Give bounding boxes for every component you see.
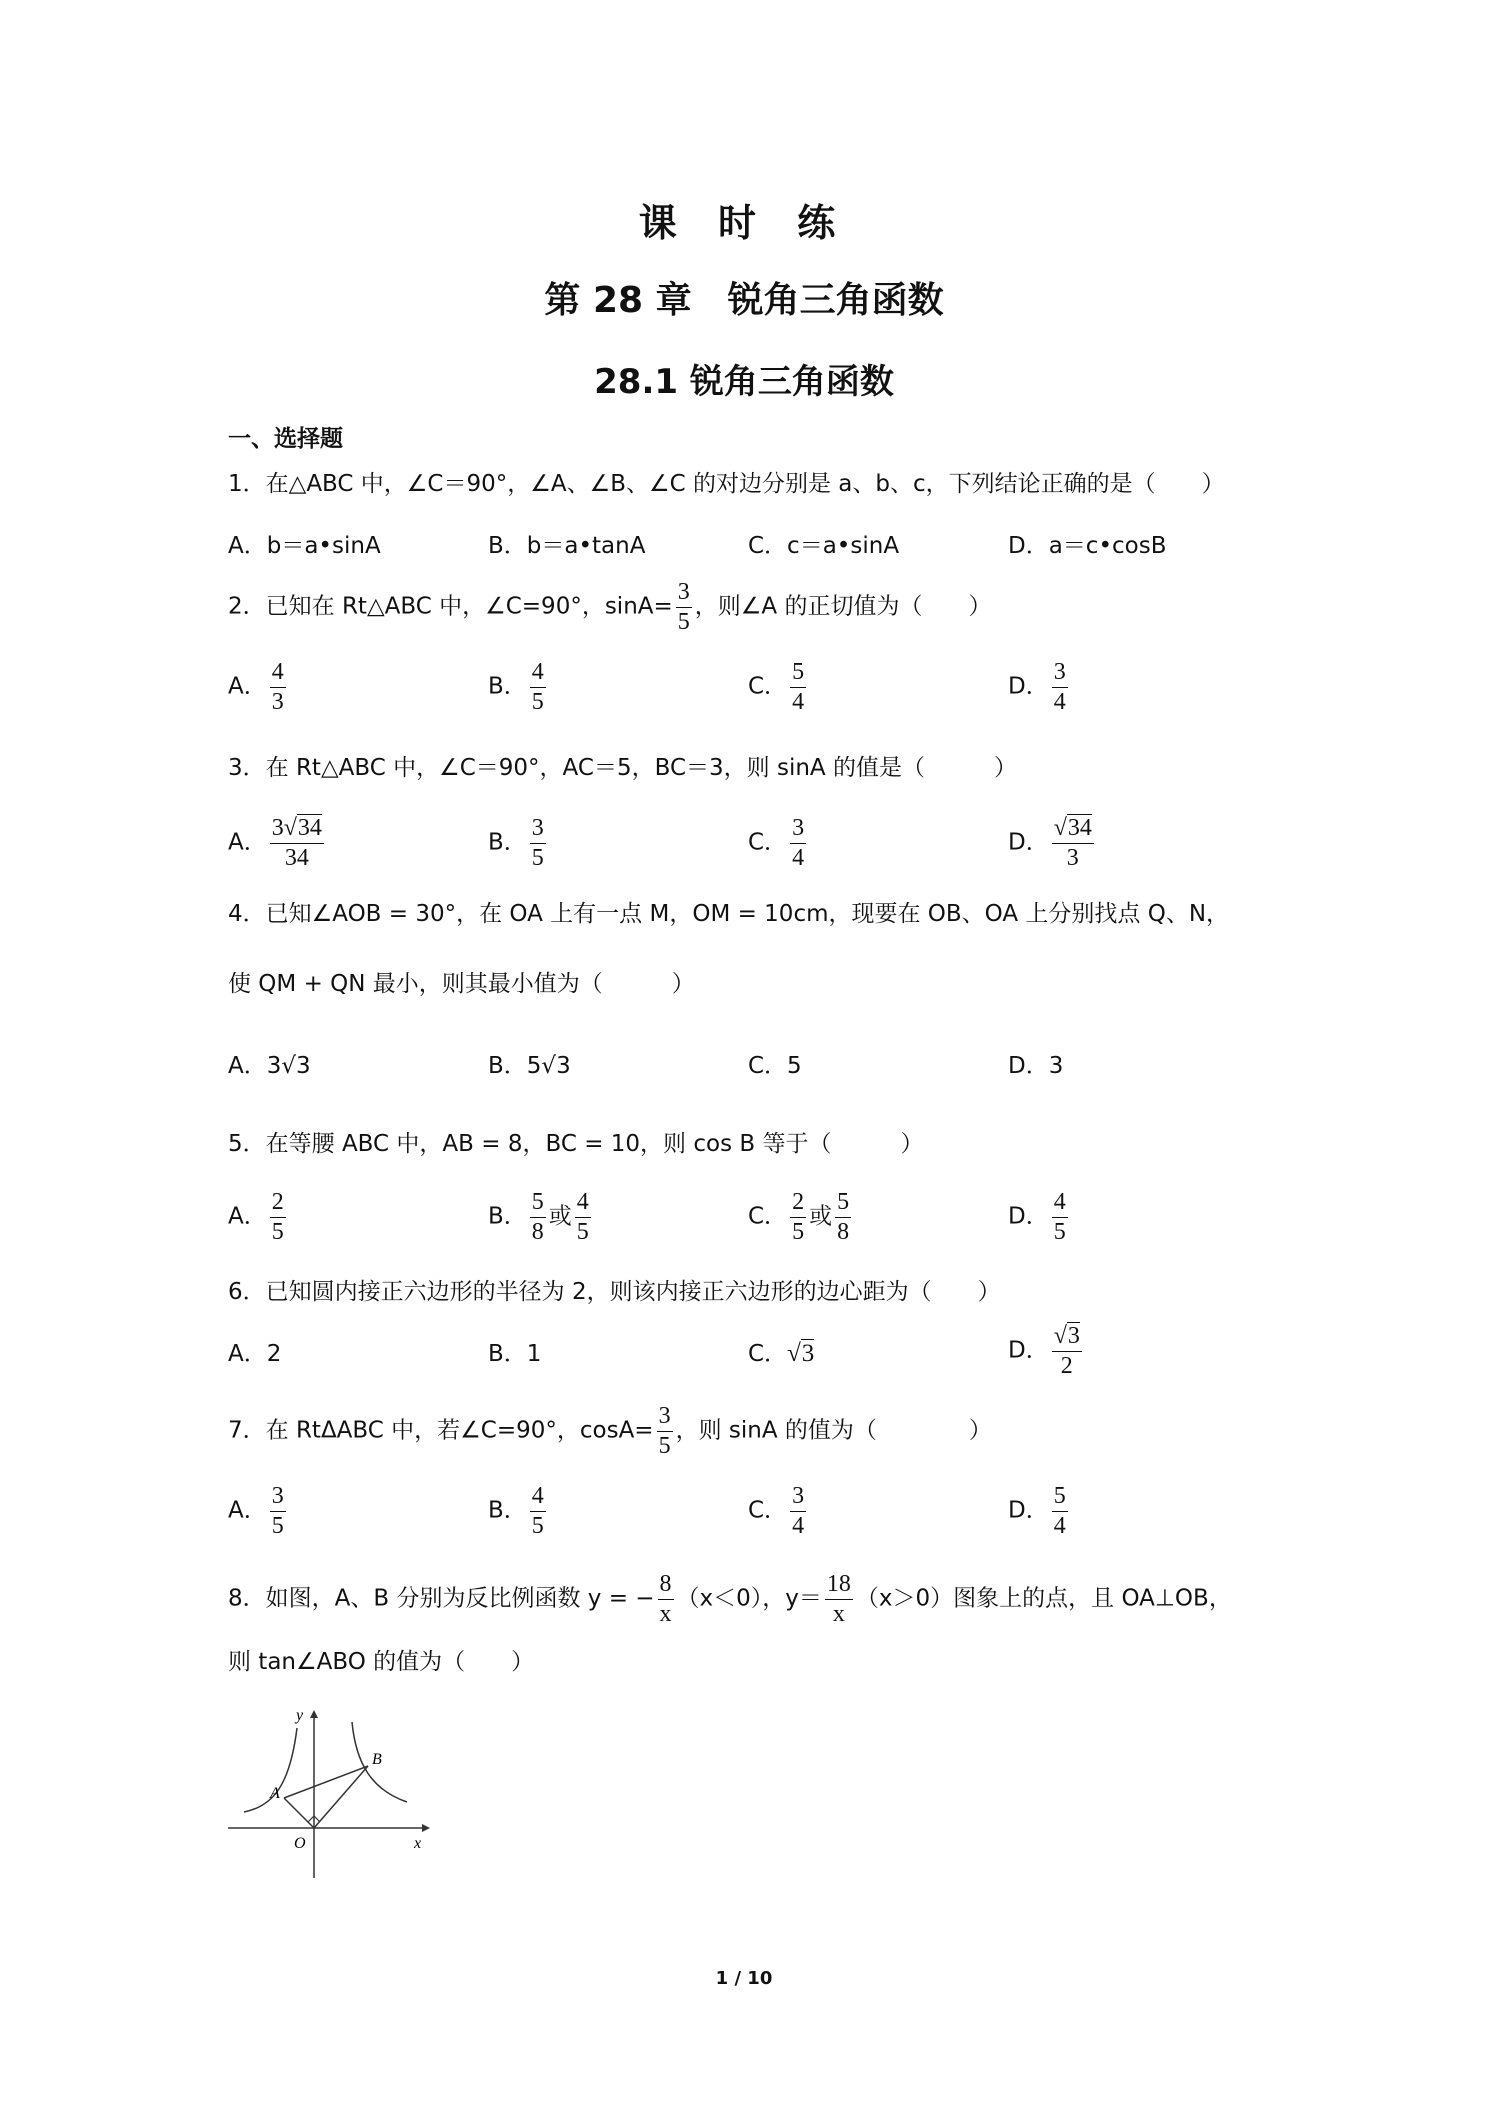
denominator: 3 (1066, 845, 1079, 871)
or-word: 或 (809, 1203, 833, 1230)
denominator: 8 (837, 1219, 850, 1245)
option-fraction (530, 1188, 546, 1246)
option-letter: A． (228, 1497, 267, 1524)
denominator: 5 (658, 1433, 671, 1459)
sqrt-sign: √ (1053, 1323, 1067, 1349)
denominator: 5 (271, 1513, 284, 1539)
segment-oa (284, 1798, 314, 1828)
q2-option-b (488, 658, 549, 716)
point-b-label: B (372, 1751, 382, 1768)
q1-option-a: A．b＝a•sinA (228, 533, 381, 559)
sqrt-sign: √ (787, 1340, 801, 1367)
option-letter: D． (1008, 829, 1049, 856)
q8-fraction-1 (658, 1570, 674, 1628)
denominator: 8 (531, 1219, 544, 1245)
option-fraction (575, 1188, 591, 1246)
denominator: 5 (576, 1219, 589, 1245)
denominator: 5 (531, 689, 544, 715)
denominator: 5 (677, 609, 690, 635)
sqrt-sign: √ (1053, 815, 1067, 841)
denominator: x (832, 1601, 845, 1627)
option-letter: B． (488, 1203, 527, 1230)
denominator: 4 (1053, 689, 1066, 715)
y-axis-arrow (310, 1710, 318, 1718)
question-7-stem (228, 1402, 992, 1460)
option-letter: D． (1008, 1203, 1049, 1230)
q5-option-b (488, 1188, 594, 1246)
q5-option-c (748, 1188, 854, 1246)
denominator: 5 (1053, 1219, 1066, 1245)
part-heading: 一、选择题 (228, 426, 343, 452)
option-letter: B． (488, 673, 527, 700)
option-fraction (790, 814, 806, 872)
option-letter: A． (228, 673, 267, 700)
numerator: 2 (790, 1188, 806, 1218)
option-letter: C． (748, 1497, 788, 1524)
segment-ob (314, 1766, 368, 1828)
option-letter: A． (228, 1341, 267, 1367)
numerator: 5 (835, 1188, 851, 1218)
numerator: 4 (530, 1482, 546, 1512)
sqrt-sign: √ (283, 815, 297, 841)
q7-option-d (1008, 1482, 1071, 1540)
denominator: 34 (284, 845, 309, 871)
numerator: 18 (825, 1570, 853, 1600)
question-6-stem: 6．已知圆内接正六边形的半径为 2，则该内接正六边形的边心距为（ ） (228, 1279, 1001, 1305)
or-word: 或 (548, 1203, 572, 1230)
q7-stem-fraction (657, 1402, 673, 1460)
q8-stem-text: 8．如图，A、B 分别为反比例函数 y = − (228, 1585, 655, 1612)
y-label: y (296, 1707, 304, 1724)
option-fraction (270, 1482, 286, 1540)
denominator: 4 (792, 1513, 805, 1539)
numerator: 4 (1052, 1188, 1068, 1218)
option-fraction (270, 658, 286, 716)
segment-ab (284, 1766, 368, 1798)
q7-option-b (488, 1482, 549, 1540)
chapter-title: 第 28 章 锐角三角函数 (544, 280, 944, 321)
option-fraction (1052, 1188, 1068, 1246)
page-number: 1 / 10 (715, 1968, 773, 1989)
numerator: 3 (657, 1402, 673, 1432)
question-2-stem (228, 578, 991, 636)
q7-stem-text: 7．在 RtΔABC 中，若∠C=90°，cosA= (228, 1417, 654, 1444)
numerator (270, 814, 324, 844)
denominator: 4 (792, 689, 805, 715)
option-letter: B． (488, 1341, 527, 1367)
numerator (1052, 1322, 1082, 1352)
question-8-stem-line-1 (228, 1570, 1232, 1628)
option-letter: D． (1008, 1337, 1049, 1364)
option-fraction (790, 1188, 806, 1246)
option-fraction (790, 658, 806, 716)
numerator: 3 (530, 814, 546, 844)
coefficient: 3 (271, 815, 284, 841)
q4-option-c: C．5 (748, 1053, 802, 1079)
q5-option-a (228, 1188, 289, 1246)
radicand: 34 (297, 815, 322, 841)
q3-option-b (488, 814, 549, 872)
option-fraction (790, 1482, 806, 1540)
q8-stem-text-end: （x＞0）图象上的点，且 OA⊥OB， (855, 1585, 1232, 1612)
denominator: 5 (792, 1219, 805, 1245)
option-letter: A． (228, 1203, 267, 1230)
radicand: 34 (1067, 815, 1092, 841)
denominator: 3 (271, 689, 284, 715)
origin-label: O (294, 1835, 306, 1852)
q2-stem-text-end: ，则∠A 的正切值为（ ） (694, 593, 992, 620)
q1-option-b: B．b＝a•tanA (488, 533, 646, 559)
option-fraction (1052, 1322, 1082, 1380)
q1-option-c: C．c＝a•sinA (748, 533, 900, 559)
question-4-stem-line-1: 4．已知∠AOB = 30°，在 OA 上有一点 M，OM = 10cm，现要在 OB、OA 上分别找点 Q、N， (228, 901, 1230, 927)
q8-stem-text-mid: （x＜0），y＝ (676, 1585, 822, 1612)
q6-option-d (1008, 1322, 1085, 1380)
numerator: 5 (790, 658, 806, 688)
radicand: 3 (801, 1340, 815, 1367)
denominator: 5 (531, 845, 544, 871)
option-fraction (530, 814, 546, 872)
option-letter: C． (748, 1341, 788, 1367)
q3-option-d (1008, 814, 1097, 872)
numerator: 4 (270, 658, 286, 688)
q7-option-a (228, 1482, 289, 1540)
q7-stem-text-end: ，则 sinA 的值为（ ） (675, 1417, 992, 1444)
q2-option-d (1008, 658, 1071, 716)
q6-option-a (228, 1338, 281, 1370)
q6-option-c (748, 1338, 814, 1370)
page-title: 课 时 练 (638, 201, 850, 245)
numerator: 3 (790, 814, 806, 844)
denominator: 2 (1060, 1353, 1073, 1379)
q4-option-a: A．3√3 (228, 1053, 311, 1079)
q2-stem-fraction (676, 578, 692, 636)
option-fraction (835, 1188, 851, 1246)
option-letter: D． (1008, 1497, 1049, 1524)
radicand: 3 (1067, 1323, 1080, 1349)
numerator: 8 (658, 1570, 674, 1600)
q7-option-c (748, 1482, 809, 1540)
option-fraction (270, 1188, 286, 1246)
q1-option-d: D．a＝c•cosB (1008, 533, 1167, 559)
option-value: 2 (266, 1341, 282, 1367)
q3-option-a (228, 814, 327, 872)
option-fraction (1052, 1482, 1068, 1540)
option-letter: C． (748, 829, 788, 856)
question-5-stem: 5．在等腰 ABC 中，AB = 8，BC = 10，则 cos B 等于（ ） (228, 1131, 924, 1157)
q6-option-b (488, 1338, 541, 1370)
denominator: 4 (1053, 1513, 1066, 1539)
option-fraction (1052, 814, 1094, 872)
question-4-stem-line-2: 使 QM + QN 最小，则其最小值为（ ） (228, 971, 695, 997)
q8-figure (222, 1700, 452, 1880)
numerator: 3 (270, 1482, 286, 1512)
option-letter: C． (748, 673, 788, 700)
section-title: 28.1 锐角三角函数 (594, 362, 894, 402)
option-letter: C． (748, 1203, 788, 1230)
option-letter: B． (488, 829, 527, 856)
numerator: 3 (1052, 658, 1068, 688)
q4-option-b: B．5√3 (488, 1053, 571, 1079)
option-letter: A． (228, 829, 267, 856)
numerator: 4 (530, 658, 546, 688)
question-3-stem: 3．在 Rt△ABC 中，∠C＝90°，AC＝5，BC＝3，则 sinA 的值是（ ） (228, 755, 1017, 781)
denominator: 5 (531, 1513, 544, 1539)
denominator: x (659, 1601, 672, 1627)
q5-option-d (1008, 1188, 1071, 1246)
option-fraction (530, 1482, 546, 1540)
option-value: 1 (526, 1341, 542, 1367)
q3-option-c (748, 814, 809, 872)
numerator: 3 (790, 1482, 806, 1512)
numerator: 3 (676, 578, 692, 608)
x-axis-arrow (422, 1824, 430, 1832)
question-1-stem: 1．在△ABC 中，∠C＝90°，∠A、∠B、∠C 的对边分别是 a、b、c，下列结论正确的是（ ） (228, 471, 1225, 497)
option-letter: D． (1008, 673, 1049, 700)
point-a-label: A (270, 1785, 280, 1802)
denominator: 5 (271, 1219, 284, 1245)
numerator (1052, 814, 1094, 844)
q2-stem-text: 2．已知在 Rt△ABC 中，∠C=90°，sinA= (228, 593, 673, 620)
numerator: 4 (575, 1188, 591, 1218)
option-fraction (1052, 658, 1068, 716)
question-8-stem-line-2: 则 tan∠ABO 的值为（ ） (228, 1649, 535, 1675)
denominator: 4 (792, 845, 805, 871)
numerator: 5 (530, 1188, 546, 1218)
q4-option-d: D．3 (1008, 1053, 1064, 1079)
option-fraction (270, 814, 324, 872)
x-label: x (414, 1835, 422, 1852)
q2-option-a (228, 658, 289, 716)
option-fraction (530, 658, 546, 716)
numerator: 5 (1052, 1482, 1068, 1512)
q8-fraction-2 (825, 1570, 853, 1628)
numerator: 2 (270, 1188, 286, 1218)
option-letter: B． (488, 1497, 527, 1524)
q2-option-c (748, 658, 809, 716)
